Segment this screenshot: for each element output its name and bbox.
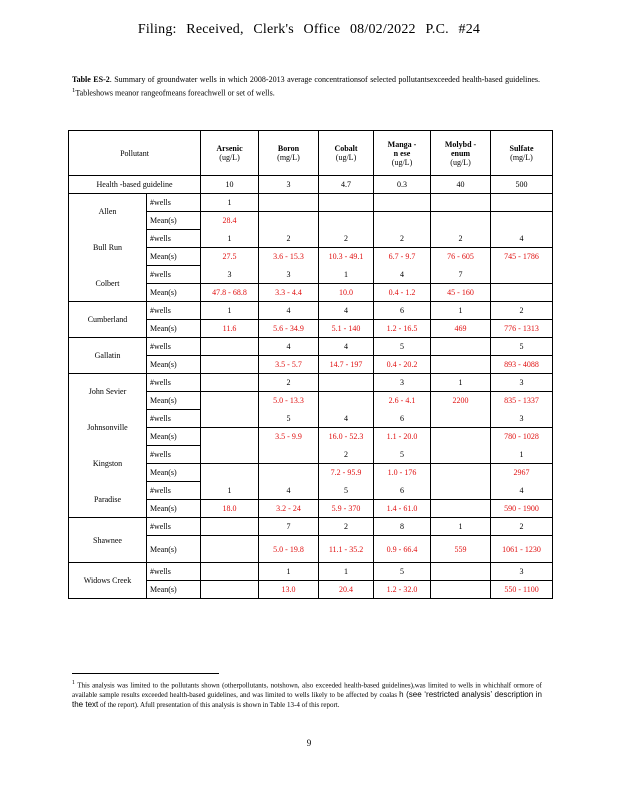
wells-count: 1 <box>431 518 491 536</box>
wells-count <box>201 338 259 356</box>
mean-value <box>431 428 491 446</box>
plant-name: Kingston <box>69 446 147 482</box>
header-sulfate: Sulfate (mg/L) <box>491 131 553 176</box>
table-caption-text-2: Tableshows meanor rangeofmeans foreachwell or set of wells. <box>75 88 275 98</box>
mean-value: 3.3 - 4.4 <box>259 284 319 302</box>
wells-count <box>431 410 491 428</box>
mean-value: 28.4 <box>201 212 259 230</box>
mean-label: Mean(s) <box>147 356 201 374</box>
wells-count: 1 <box>431 302 491 320</box>
plant-name: Colbert <box>69 266 147 302</box>
header-arsenic: Arsenic (ug/L) <box>201 131 259 176</box>
wells-count: 6 <box>374 302 431 320</box>
mean-label: Mean(s) <box>147 536 201 563</box>
wells-count: 3 <box>259 266 319 284</box>
plant-name: Paradise <box>69 482 147 518</box>
mean-value: 0.4 - 1.2 <box>374 284 431 302</box>
wells-count: 1 <box>319 563 374 581</box>
wells-count: 5 <box>491 338 553 356</box>
mean-label: Mean(s) <box>147 284 201 302</box>
mean-value: 20.4 <box>319 581 374 599</box>
mean-value: 76 - 605 <box>431 248 491 266</box>
page-number: 9 <box>306 738 312 748</box>
wells-label: #wells <box>147 194 201 212</box>
mean-value: 11.1 - 35.2 <box>319 536 374 563</box>
wells-count: 3 <box>374 374 431 392</box>
mean-value <box>319 392 374 410</box>
plant-name: Widows Creek <box>69 563 147 599</box>
wells-count: 2 <box>374 230 431 248</box>
mean-value: 27.5 <box>201 248 259 266</box>
wells-count: 5 <box>374 446 431 464</box>
wells-count: 8 <box>374 518 431 536</box>
filing-header: Filing: Received, Clerk's Office 08/02/2022 P.C. #24 <box>137 22 481 37</box>
wells-count: 2 <box>491 302 553 320</box>
wells-count <box>319 374 374 392</box>
mean-value: 16.0 - 52.3 <box>319 428 374 446</box>
guideline-label: Health -based guideline <box>69 176 201 194</box>
wells-count <box>201 446 259 464</box>
wells-count: 5 <box>374 338 431 356</box>
wells-row <box>69 563 553 581</box>
wells-count: 4 <box>259 302 319 320</box>
mean-value: 3.6 - 15.3 <box>259 248 319 266</box>
mean-value: 11.6 <box>201 320 259 338</box>
mean-value: 5.0 - 19.8 <box>259 536 319 563</box>
mean-value: 893 - 4088 <box>491 356 553 374</box>
wells-label: #wells <box>147 446 201 464</box>
mean-label: Mean(s) <box>147 581 201 599</box>
mean-value: 1.1 - 20.0 <box>374 428 431 446</box>
header-molybdenum: Molybd - enum (ug/L) <box>431 131 491 176</box>
wells-row <box>69 338 553 356</box>
mean-value <box>201 392 259 410</box>
mean-value <box>201 581 259 599</box>
mean-value: 780 - 1028 <box>491 428 553 446</box>
wells-label: #wells <box>147 266 201 284</box>
mean-value <box>491 284 553 302</box>
plant-name: Gallatin <box>69 338 147 374</box>
wells-count: 2 <box>319 230 374 248</box>
guideline-value: 4.7 <box>319 176 374 194</box>
mean-value: 10.0 <box>319 284 374 302</box>
wells-count: 2 <box>319 446 374 464</box>
wells-count: 2 <box>259 374 319 392</box>
wells-count <box>259 194 319 212</box>
wells-label: #wells <box>147 230 201 248</box>
mean-value: 550 - 1100 <box>491 581 553 599</box>
wells-label: #wells <box>147 302 201 320</box>
mean-value: 5.0 - 13.3 <box>259 392 319 410</box>
mean-value: 745 - 1786 <box>491 248 553 266</box>
wells-count: 1 <box>201 194 259 212</box>
wells-count: 1 <box>319 266 374 284</box>
mean-value <box>319 212 374 230</box>
mean-value <box>201 536 259 563</box>
mean-value: 14.7 - 197 <box>319 356 374 374</box>
mean-value: 5.6 - 34.9 <box>259 320 319 338</box>
mean-value: 10.3 - 49.1 <box>319 248 374 266</box>
mean-label: Mean(s) <box>147 500 201 518</box>
mean-value: 5.1 - 140 <box>319 320 374 338</box>
plant-name: Bull Run <box>69 230 147 266</box>
wells-count: 7 <box>431 266 491 284</box>
wells-count: 3 <box>201 266 259 284</box>
mean-value: 1.2 - 32.0 <box>374 581 431 599</box>
wells-count <box>201 563 259 581</box>
wells-count: 5 <box>319 482 374 500</box>
header-manganese: Manga - n ese (ug/L) <box>374 131 431 176</box>
wells-row <box>69 230 553 248</box>
mean-value: 559 <box>431 536 491 563</box>
mean-value <box>201 356 259 374</box>
wells-count: 4 <box>374 266 431 284</box>
mean-value <box>201 464 259 482</box>
mean-label: Mean(s) <box>147 248 201 266</box>
mean-value <box>431 356 491 374</box>
footnote-text-2: of the report). Afull presentation of this analysis is shown in Table 13-4 of this report. <box>100 701 340 710</box>
plant-name: John Sevier <box>69 374 147 410</box>
wells-count: 2 <box>259 230 319 248</box>
wells-count: 1 <box>259 563 319 581</box>
mean-value: 469 <box>431 320 491 338</box>
mean-value: 1.2 - 16.5 <box>374 320 431 338</box>
table-caption-text: . Summary of groundwater wells in which 2008-2013 average concentrationsof selected pollutantsexceeded health-based guidelines. <box>109 75 540 84</box>
guideline-value: 500 <box>491 176 553 194</box>
guideline-value: 40 <box>431 176 491 194</box>
wells-count <box>431 446 491 464</box>
mean-value: 2.6 - 4.1 <box>374 392 431 410</box>
wells-count: 4 <box>491 482 553 500</box>
wells-count <box>201 374 259 392</box>
wells-row <box>69 410 553 428</box>
mean-value: 0.9 - 66.4 <box>374 536 431 563</box>
wells-count: 2 <box>319 518 374 536</box>
mean-value <box>431 212 491 230</box>
wells-count: 4 <box>319 410 374 428</box>
wells-row <box>69 446 553 464</box>
mean-label: Mean(s) <box>147 392 201 410</box>
mean-value <box>201 428 259 446</box>
mean-value: 590 - 1900 <box>491 500 553 518</box>
plant-name: Shawnee <box>69 518 147 563</box>
mean-value <box>259 464 319 482</box>
wells-count: 1 <box>201 230 259 248</box>
mean-value: 18.0 <box>201 500 259 518</box>
footnote-marker: 1 <box>72 680 75 686</box>
mean-value: 47.8 - 68.8 <box>201 284 259 302</box>
table-caption-label: Table ES-2 <box>72 75 110 84</box>
mean-label: Mean(s) <box>147 212 201 230</box>
mean-value <box>431 581 491 599</box>
header-pollutant: Pollutant <box>69 131 201 176</box>
wells-count: 5 <box>374 563 431 581</box>
mean-value: 2967 <box>491 464 553 482</box>
wells-count: 4 <box>319 302 374 320</box>
wells-count <box>431 338 491 356</box>
wells-count: 6 <box>374 410 431 428</box>
footnote-text: This analysis was limited to the pollutants shown (otherpollutants, notshown, also exceeded health-based guidelines),was limited to wells in whichhalf ormore of available sample results exceeded health-based guidelines, and was limited to wells likely to be affected by coalas <box>72 681 543 700</box>
wells-count: 4 <box>259 338 319 356</box>
wells-count: 5 <box>259 410 319 428</box>
wells-count: 4 <box>259 482 319 500</box>
wells-count <box>431 194 491 212</box>
table-header-row <box>69 131 553 176</box>
wells-label: #wells <box>147 410 201 428</box>
mean-value: 0.4 - 20.2 <box>374 356 431 374</box>
wells-count <box>491 194 553 212</box>
mean-value <box>431 500 491 518</box>
mean-value: 3.5 - 5.7 <box>259 356 319 374</box>
wells-count <box>319 194 374 212</box>
mean-label: Mean(s) <box>147 464 201 482</box>
mean-value: 3.5 - 9.9 <box>259 428 319 446</box>
mean-value: 835 - 1337 <box>491 392 553 410</box>
footnote-divider <box>72 673 219 674</box>
wells-count <box>201 410 259 428</box>
plant-name: Johnsonville <box>69 410 147 446</box>
wells-count: 2 <box>431 230 491 248</box>
mean-value <box>374 212 431 230</box>
wells-row <box>69 374 553 392</box>
guideline-value: 0.3 <box>374 176 431 194</box>
wells-count <box>431 482 491 500</box>
wells-count <box>201 518 259 536</box>
mean-value: 1.4 - 61.0 <box>374 500 431 518</box>
mean-value <box>431 464 491 482</box>
footnote-ref: 1 <box>72 87 76 94</box>
mean-value <box>491 212 553 230</box>
table-caption <box>72 74 540 99</box>
wells-count: 1 <box>431 374 491 392</box>
footnote-emphasis: h (see ‘restricted analysis’ description in the text <box>72 690 542 710</box>
pollutant-table <box>68 130 553 599</box>
mean-label: Mean(s) <box>147 320 201 338</box>
wells-count: 1 <box>201 302 259 320</box>
plant-name: Allen <box>69 194 147 230</box>
wells-row <box>69 194 553 212</box>
mean-value: 7.2 - 95.9 <box>319 464 374 482</box>
wells-label: #wells <box>147 482 201 500</box>
mean-value: 45 - 160 <box>431 284 491 302</box>
wells-count: 7 <box>259 518 319 536</box>
wells-count: 6 <box>374 482 431 500</box>
plant-name: Cumberland <box>69 302 147 338</box>
wells-row <box>69 482 553 500</box>
wells-label: #wells <box>147 374 201 392</box>
wells-count: 4 <box>319 338 374 356</box>
wells-count: 2 <box>491 518 553 536</box>
mean-value: 776 - 1313 <box>491 320 553 338</box>
mean-value: 3.2 - 24 <box>259 500 319 518</box>
mean-value: 13.0 <box>259 581 319 599</box>
wells-count: 3 <box>491 563 553 581</box>
guideline-value: 10 <box>201 176 259 194</box>
guideline-value: 3 <box>259 176 319 194</box>
header-boron: Boron (mg/L) <box>259 131 319 176</box>
mean-value: 1.0 - 176 <box>374 464 431 482</box>
wells-count: 1 <box>201 482 259 500</box>
wells-count <box>431 563 491 581</box>
mean-value: 2200 <box>431 392 491 410</box>
wells-row <box>69 266 553 284</box>
header-cobalt: Cobalt (ug/L) <box>319 131 374 176</box>
wells-count <box>491 266 553 284</box>
wells-row <box>69 518 553 536</box>
wells-count <box>259 446 319 464</box>
wells-label: #wells <box>147 563 201 581</box>
wells-label: #wells <box>147 518 201 536</box>
wells-label: #wells <box>147 338 201 356</box>
mean-value: 6.7 - 9.7 <box>374 248 431 266</box>
guideline-row <box>69 176 553 194</box>
wells-count: 3 <box>491 410 553 428</box>
wells-count: 4 <box>491 230 553 248</box>
mean-value <box>259 212 319 230</box>
footnote <box>72 678 542 710</box>
mean-value: 5.9 - 370 <box>319 500 374 518</box>
wells-row <box>69 302 553 320</box>
mean-label: Mean(s) <box>147 428 201 446</box>
wells-count: 3 <box>491 374 553 392</box>
wells-count <box>374 194 431 212</box>
wells-count: 1 <box>491 446 553 464</box>
mean-value: 1061 - 1230 <box>491 536 553 563</box>
